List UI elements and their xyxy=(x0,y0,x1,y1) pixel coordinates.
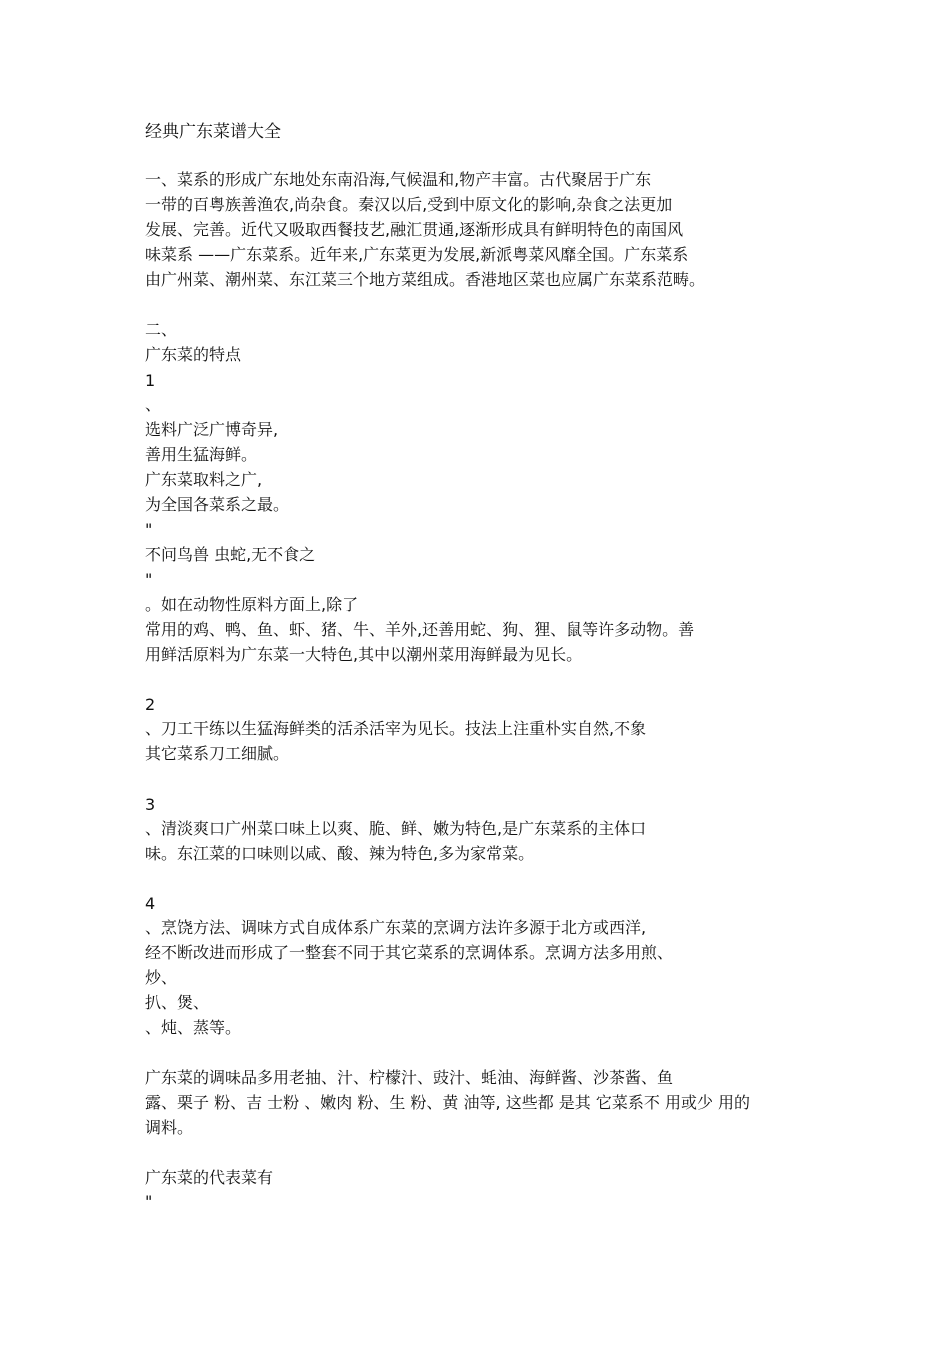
paragraph-line: 善用生猛海鲜。 xyxy=(145,445,258,464)
paragraph-line: 露、栗子 粉、吉 士粉 、嫩肉 粉、生 粉、黄 油等, 这些都 是其 它菜系不 用或少 用的 xyxy=(145,1093,751,1112)
paragraph-line: 一、菜系的形成广东地处东南沿海,气候温和,物产丰富。古代聚居于广东 xyxy=(145,170,652,189)
paragraph-line: 调料。 xyxy=(145,1118,194,1137)
section-2-marker: 二、 xyxy=(145,320,178,339)
paragraph-line: 味菜系 ——广东菜系。近年来,广东菜更为发展,新派粤菜风靡全国。广东菜系 xyxy=(145,245,689,264)
paragraph-line: 、炖、蒸等。 xyxy=(145,1018,242,1037)
paragraph-line: 、 xyxy=(145,395,162,414)
item-number: 3 xyxy=(145,795,156,814)
paragraph-line: " xyxy=(145,1192,153,1211)
paragraph-line: 、刀工干练以生猛海鲜类的活杀活宰为见长。技法上注重朴实自然,不象 xyxy=(145,719,647,738)
paragraph-line: 由广州菜、潮州菜、东江菜三个地方菜组成。香港地区菜也应属广东菜系范畴。 xyxy=(145,270,706,289)
document-title: 经典广东菜谱大全 xyxy=(145,122,281,142)
paragraph-line: 发展、完善。近代又吸取西餐技艺,融汇贯通,逐渐形成具有鲜明特色的南国风 xyxy=(145,220,684,239)
paragraph-line: 其它菜系刀工细腻。 xyxy=(145,744,290,763)
item-number: 2 xyxy=(145,695,156,714)
paragraph-line: 、烹饶方法、调味方式自成体系广东菜的烹调方法许多源于北方或西洋, xyxy=(145,918,647,937)
paragraph-line: 经不断改进而形成了一整套不同于其它菜系的烹调体系。烹调方法多用煎、 xyxy=(145,943,674,962)
paragraph-line: 广东菜取料之广, xyxy=(145,470,263,489)
paragraph-line: " xyxy=(145,520,153,539)
item-number: 4 xyxy=(145,894,156,913)
paragraph-line: 一带的百粤族善渔农,尚杂食。秦汉以后,受到中原文化的影响,杂食之法更加 xyxy=(145,195,673,214)
item-number: 1 xyxy=(145,371,156,390)
paragraph-line: 扒、煲、 xyxy=(145,993,210,1012)
paragraph-line: 广东菜的代表菜有 xyxy=(145,1168,274,1187)
paragraph-line: 选料广泛广博奇异, xyxy=(145,420,279,439)
paragraph-line: 广东菜的调味品多用老抽、汁、柠檬汁、豉汁、蚝油、海鲜酱、沙茶酱、鱼 xyxy=(145,1068,674,1087)
paragraph-line: 、清淡爽口广州菜口味上以爽、脆、鲜、嫩为特色,是广东菜系的主体口 xyxy=(145,819,647,838)
section-2-heading: 广东菜的特点 xyxy=(145,345,242,364)
paragraph-line: 常用的鸡、鸭、鱼、虾、猪、牛、羊外,还善用蛇、狗、狸、鼠等许多动物。善 xyxy=(145,620,695,639)
paragraph-line: 味。东江菜的口味则以咸、酸、辣为特色,多为家常菜。 xyxy=(145,844,535,863)
paragraph-line: " xyxy=(145,570,153,589)
paragraph-line: 不问鸟兽 虫蛇,无不食之 xyxy=(145,545,316,564)
paragraph-line: 为全国各菜系之最。 xyxy=(145,495,290,514)
paragraph-line: 炒、 xyxy=(145,968,178,987)
paragraph-line: 。如在动物性原料方面上,除了 xyxy=(145,595,359,614)
paragraph-line: 用鲜活原料为广东菜一大特色,其中以潮州菜用海鲜最为见长。 xyxy=(145,645,583,664)
